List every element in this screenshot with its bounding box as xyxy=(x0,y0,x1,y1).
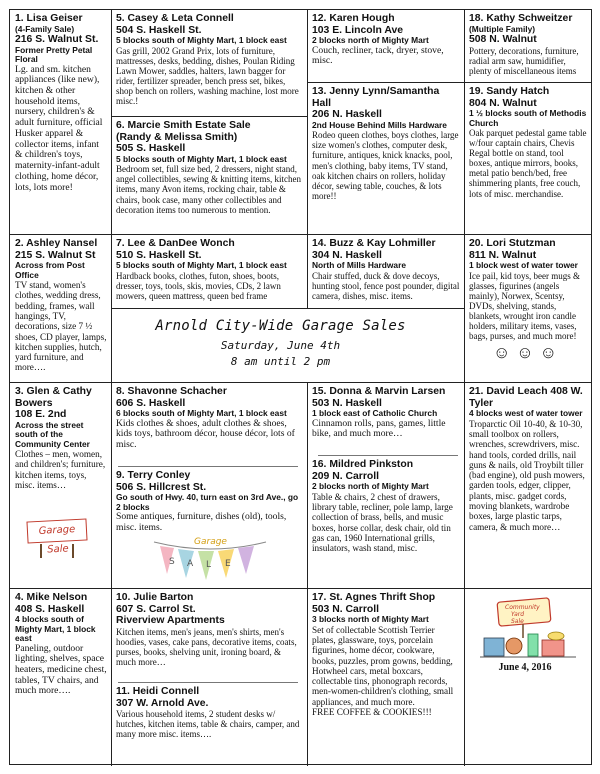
listing-title: 1. Lisa Geiser xyxy=(15,13,83,24)
listing-4 xyxy=(10,590,111,765)
listing-21 xyxy=(464,384,591,588)
banner-word-garage: Garage xyxy=(194,537,227,547)
listing-note: 1 ½ blocks south of Methodis Church xyxy=(469,108,587,128)
sale-date: Saturday, June 4th xyxy=(220,339,341,352)
community-yard-sale-icon xyxy=(478,596,578,662)
listing-title: 16. Mildred Pinkston xyxy=(312,459,414,470)
listing-title: 20. Lori Stutzman xyxy=(469,238,556,249)
listing-title: 15. Donna & Marvin Larsen xyxy=(312,386,446,397)
svg-text:S: S xyxy=(169,557,175,567)
listing-address: 307 W. Arnold Ave. xyxy=(116,697,209,709)
sign-post xyxy=(40,544,42,558)
listing-desc: Couch, recliner, tack, dryer, stove, misc. xyxy=(312,44,444,67)
listing-desc: Table & chairs, 2 chest of drawers, library table, recliner, pole lamp, large collection of brass, bells, and music boxes, horse collar, desk chair, old tin gas can, 1960 International grills, insulators, wash stand, misc. xyxy=(312,491,453,554)
listing-note: 2nd House Behind Mills Hardware xyxy=(312,119,447,130)
listing-2 xyxy=(10,236,111,382)
listing-18 xyxy=(464,11,591,82)
listing-desc: Set of collectable Scottish Terrier plates, glassware, toys, porcelain figurines, home décor, cookware, books, puzzles, prom gowns, bedding, Hotwheel cars, metal boxcars, collectable tins, phonograph records, men-women-children's clothing, small appliances, and much more. xyxy=(312,624,454,707)
listing-15 xyxy=(307,384,464,455)
listing-desc: Ice pail, kid toys, beer mugs & glasses, figurines (angels mainly), Norwex, Scentsy, DVDs, shelving, stands, blankets, wrought iron candle holders, military items, vases, bags, purses, and much more! xyxy=(469,270,580,342)
listing-9 xyxy=(111,468,307,534)
listing-12 xyxy=(307,11,464,82)
listing-5 xyxy=(111,11,307,116)
listing-title: 10. Julie Barton xyxy=(116,592,194,603)
listing-desc: Kids clothes & shoes, adult clothes & shoes, kids toys, bathroom décor, house décor, lots of misc. xyxy=(116,417,295,451)
listing-address: 506 S. Hillcrest St. xyxy=(116,481,207,493)
listing-title: 11. Heidi Connell xyxy=(116,686,200,697)
listing-address: 408 S. Haskell xyxy=(15,603,85,615)
listing-sub: (Randy & Melissa Smith) xyxy=(116,131,238,143)
listing-address: 503 N. Haskell xyxy=(312,397,382,409)
listing-note: 1 block east of Catholic Church xyxy=(312,408,438,419)
listing-1 xyxy=(10,11,111,233)
listing-desc: Rodeo queen clothes, boys clothes, large size women's clothes, computer desk, furniture, antiques, knick knacks, pool, men's clothing, baby items, TV stand, oak kitchen chairs on rollers, holiday décor, sewing table, couches, & lots more!! xyxy=(312,130,459,201)
listing-note: 5 blocks south of Mighty Mart, 1 block east xyxy=(116,153,287,164)
listing-address: 215 S. Walnut St xyxy=(15,249,96,261)
listing-19 xyxy=(464,84,591,234)
listing-title: 4. Mike Nelson xyxy=(15,592,88,603)
listing-address: 504 S. Haskell St. xyxy=(116,24,202,36)
listing-title: 2. Ashley Nansel xyxy=(15,238,98,249)
listing-note: 3 blocks north of Mighty Mart xyxy=(312,614,429,625)
listing-title: 7. Lee & DanDee Wonch xyxy=(116,238,235,249)
listing-note: Former Pretty Petal Floral xyxy=(15,44,93,65)
listing-title: 17. St. Agnes Thrift Shop xyxy=(312,592,436,603)
listing-16 xyxy=(307,457,464,588)
listing-desc: Hardback books, clothes, futon, shoes, boots, dresser, toys, tools, skis, movies, CDs, 2 lawn mowers, queen mattress, queen bed frame xyxy=(116,270,281,301)
listing-title: 8. Shavonne Schacher xyxy=(116,386,227,397)
page-title: Arnold City-Wide Garage Sales xyxy=(155,318,406,334)
smiley-icon: ☺☺☺ xyxy=(492,343,564,363)
listing-title: 21. David Leach 408 W. Tyler xyxy=(469,386,583,409)
listing-sub: (4-Family Sale) xyxy=(15,23,75,34)
listing-address: 209 N. Carroll xyxy=(312,470,379,482)
listing-note: 4 blocks south of Mighty Mart, 1 block east xyxy=(15,614,96,644)
listing-10 xyxy=(111,590,307,682)
listing-desc: TV stand, women's clothes, wedding dress, bedding, frames, wall hangings, TV, decorations, size 7 ½ shoes, CD player, lamps, kitchen supplies, hutch, yard furniture, and more…. xyxy=(15,280,107,373)
listing-desc: Some antiques, furniture, dishes (old), tools, misc. items. xyxy=(116,511,287,533)
listing-address: 607 S. Carrol St. xyxy=(116,603,196,615)
listing-desc: Pottery, decorations, furniture, radial arm saw, humidifier, plenty of miscellaneous items xyxy=(469,45,579,76)
listing-desc: Oak parquet pedestal game table w/four captain chairs, Chevis Regal bottle on stand, tool boxes, antique mirrors, books, metal patio bench/bed, free shimmering plants, free couch, lots of misc. merchandise. xyxy=(469,128,587,199)
listing-address: 206 N. Haskell xyxy=(312,109,382,121)
listing-desc: Lg. and sm. kitchen appliances (like new), kitchen & other household items, nursery, children's & adult furniture, official Husker apparel & collector items, infant & children's toys, maternity-infant-adult clothing, home décor, lots, lots more! xyxy=(15,63,103,193)
listing-title: 3. Glen & Cathy Bowers xyxy=(15,386,92,409)
listing-address: 216 S. Walnut St. xyxy=(15,34,99,46)
listing-address: 505 S. Haskell xyxy=(116,143,186,155)
listing-address: 508 N. Walnut xyxy=(469,34,537,46)
listing-address: 804 N. Walnut xyxy=(469,97,537,109)
listing-note: Across from Post Office xyxy=(15,260,85,280)
listing-address: 606 S. Haskell xyxy=(116,397,186,409)
listing-title: 6. Marcie Smith Estate Sale xyxy=(116,120,251,131)
listing-6 xyxy=(111,118,307,234)
listing-address: 503 N. Carroll xyxy=(312,603,379,615)
listing-desc: Kitchen items, men's jeans, men's shirts, men's hoodies, vases, cake pans, decorative items, coats, purses, books, shelving unit, ironing board, & much more… xyxy=(116,626,297,668)
listing-desc: Chair stuffed, duck & dove decoys, hunting stool, fence post pounder, digital camera, dishes, misc. items. xyxy=(312,270,460,301)
svg-text:A: A xyxy=(187,559,194,569)
listing-note: 2 blocks north of Mighty Mart xyxy=(312,35,429,46)
listing-title: 9. Terry Conley xyxy=(116,470,191,481)
listing-17 xyxy=(307,590,464,765)
garage-sale-banner-icon xyxy=(150,534,270,586)
listing-address: 304 N. Haskell xyxy=(312,249,382,261)
listing-note: Go south of Hwy. 40, turn east on 3rd Ave., go 2 blocks xyxy=(116,492,299,512)
listing-11 xyxy=(111,684,307,765)
listing-title: 12. Karen Hough xyxy=(312,13,395,24)
listing-address: 103 E. Lincoln Ave xyxy=(312,24,404,36)
listing-title: 13. Jenny Lynn/Samantha Hall xyxy=(312,86,440,109)
listing-title: 18. Kathy Schweitzer xyxy=(469,13,573,24)
listing-note: 5 blocks south of Mighty Mart, 1 block east xyxy=(116,35,287,46)
listing-desc: Clothes – men, women, and children's; furniture, kitchen items, toys, misc. items… xyxy=(15,449,106,491)
svg-text:Sale: Sale xyxy=(511,618,524,625)
sign-post xyxy=(72,544,74,558)
svg-text:Community: Community xyxy=(505,604,540,611)
svg-text:E: E xyxy=(225,559,231,569)
listing-address: 811 N. Walnut xyxy=(469,249,537,261)
listing-title: 19. Sandy Hatch xyxy=(469,86,550,97)
listing-14 xyxy=(307,236,464,308)
listing-address: 108 E. 2nd xyxy=(15,409,67,421)
listing-sub: (Multiple Family) xyxy=(469,23,536,34)
listing-extra: FREE COFFEE & COOKIES!!! xyxy=(312,707,432,718)
listing-13 xyxy=(307,84,464,234)
listing-note: 6 blocks south of Mighty Mart, 1 block east xyxy=(116,408,287,419)
listing-desc: Various household items, 2 student desks w/ hutches, kitchen items, table & chairs, camper, and many more misc. items…. xyxy=(116,709,300,740)
flyer-header xyxy=(108,318,453,368)
svg-text:Yard: Yard xyxy=(511,611,525,618)
listing-note: Riverview Apartments xyxy=(116,615,225,627)
sale-hours: 8 am until 2 pm xyxy=(230,355,331,368)
listing-desc: Gas grill, 2002 Grand Prix, lots of furniture, mattresses, desks, bedding, dishes, Poulan Riding Lawn Mower, saddles, halters, lawn bagger for rider, fertilizer spreader, bench press set, bikes, shop bench on rollers, washing machine, lost more misc.! xyxy=(116,45,299,107)
svg-text:L: L xyxy=(206,560,212,570)
listing-address: 510 S. Haskell St. xyxy=(116,249,202,261)
listing-note: 5 blocks south of Mighty Mart, 1 block east xyxy=(116,260,287,271)
footer-date: June 4, 2016 xyxy=(498,662,552,673)
garage-sale-sign-icon: Garage Sale xyxy=(26,518,87,543)
listing-desc: Cinnamon rolls, pans, games, little bike, and much more… xyxy=(312,417,446,440)
listing-7 xyxy=(111,236,307,308)
listing-note: 2 blocks north of Mighty Mart xyxy=(312,481,429,492)
listing-desc: Troparctic Oil 10-40, & 10-30, small toolbox on rollers, wrenches, screwdrivers, misc. hand tools, corded drills, nail guns & nails, old Troybilt tiller (bad engine), old push mowers, garden tools, edger, clipper, plants, misc. gadget cords, moving blankets, wardrobe boxes, large plastic tarps, camera, & much more… xyxy=(469,418,585,532)
listing-note: Across the street south of the Community Center xyxy=(15,419,90,449)
listing-desc: Bedroom set, full size bed, 2 dressers, night stand, angel collectibles, sewing & knitting items, kitchen items, many Avon items, rocking chair, table & chairs, book case, many other collectibles and decoration items too numerous to mention. xyxy=(116,164,301,215)
listing-8 xyxy=(111,384,307,466)
listing-note: 1 block west of water tower xyxy=(469,260,578,271)
listing-note: North of Mills Hardware xyxy=(312,260,406,271)
listing-title: 5. Casey & Leta Connell xyxy=(116,13,234,24)
listing-desc: Paneling, outdoor lighting, shelves, space heaters, medicine chest, tables, TV chairs, and much more…. xyxy=(15,642,107,697)
listing-note: 4 blocks west of water tower xyxy=(469,408,583,419)
listing-title: 14. Buzz & Kay Lohmiller xyxy=(312,238,436,249)
listing-20 xyxy=(464,236,591,382)
